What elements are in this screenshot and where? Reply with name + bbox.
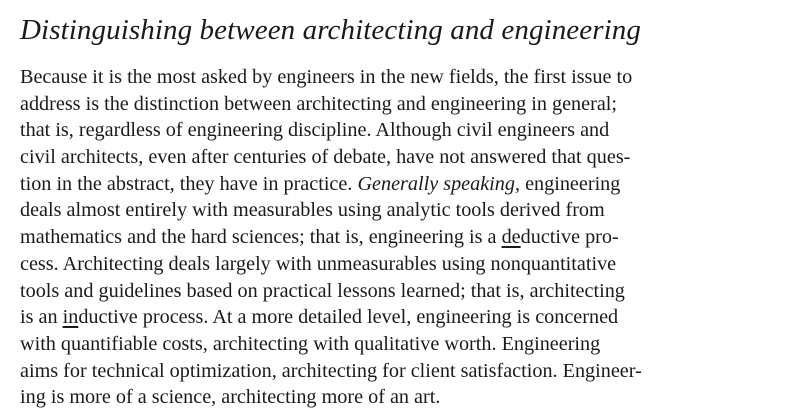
paragraph-line	[20, 144, 780, 171]
text-run: is an	[20, 306, 63, 329]
paragraph-line	[20, 224, 780, 251]
text-run: deals almost entirely with measurables using analytic tools derived from	[20, 199, 605, 222]
text-run: with quantifiable costs, architecting with qualitative worth. Engineering	[20, 332, 601, 355]
paragraph-line	[20, 117, 780, 144]
paragraph-line	[20, 304, 780, 331]
paragraph-line	[20, 278, 780, 305]
text-run: ductive process. At a more detailed level, engineering is concerned	[78, 306, 619, 329]
text-run: ing is more of a science, architecting more of an art.	[20, 386, 441, 409]
paragraph-line	[20, 171, 780, 198]
text-run: , engineering	[514, 172, 621, 195]
underlined-emphasis: de	[501, 226, 521, 249]
text-run: Because it is the most asked by engineers in the new fields, the first issue to	[20, 66, 633, 88]
body-paragraph	[20, 64, 780, 411]
text-run: ductive pro-	[520, 226, 619, 249]
text-run: tion in the abstract, they have in practice.	[20, 172, 358, 195]
paragraph-line	[20, 197, 780, 224]
paragraph-line	[20, 64, 780, 91]
text-run: civil architects, even after centuries of debate, have not answered that ques-	[20, 146, 631, 169]
text-run: address is the distinction between architecting and engineering in general;	[20, 92, 618, 115]
text-run: aims for technical optimization, architecting for client satisfaction. Engineer-	[20, 359, 642, 382]
paragraph-line	[20, 251, 780, 278]
paragraph-line	[20, 91, 780, 118]
text-run: that is, regardless of engineering discipline. Although civil engineers and	[20, 119, 610, 142]
underlined-emphasis: in	[62, 306, 79, 329]
paragraph-line	[20, 358, 780, 385]
section-heading: Distinguishing between architecting and engineering	[20, 14, 641, 46]
text-run: cess. Architecting deals largely with unmeasurables using nonquantitative	[20, 252, 617, 275]
paragraph-line	[20, 384, 780, 411]
paragraph-line	[20, 331, 780, 358]
italic-emphasis: Generally speaking	[357, 172, 515, 195]
text-run: tools and guidelines based on practical lessons learned; that is, architecting	[20, 279, 625, 302]
text-run: mathematics and the hard sciences; that is, engineering is a	[20, 226, 502, 249]
